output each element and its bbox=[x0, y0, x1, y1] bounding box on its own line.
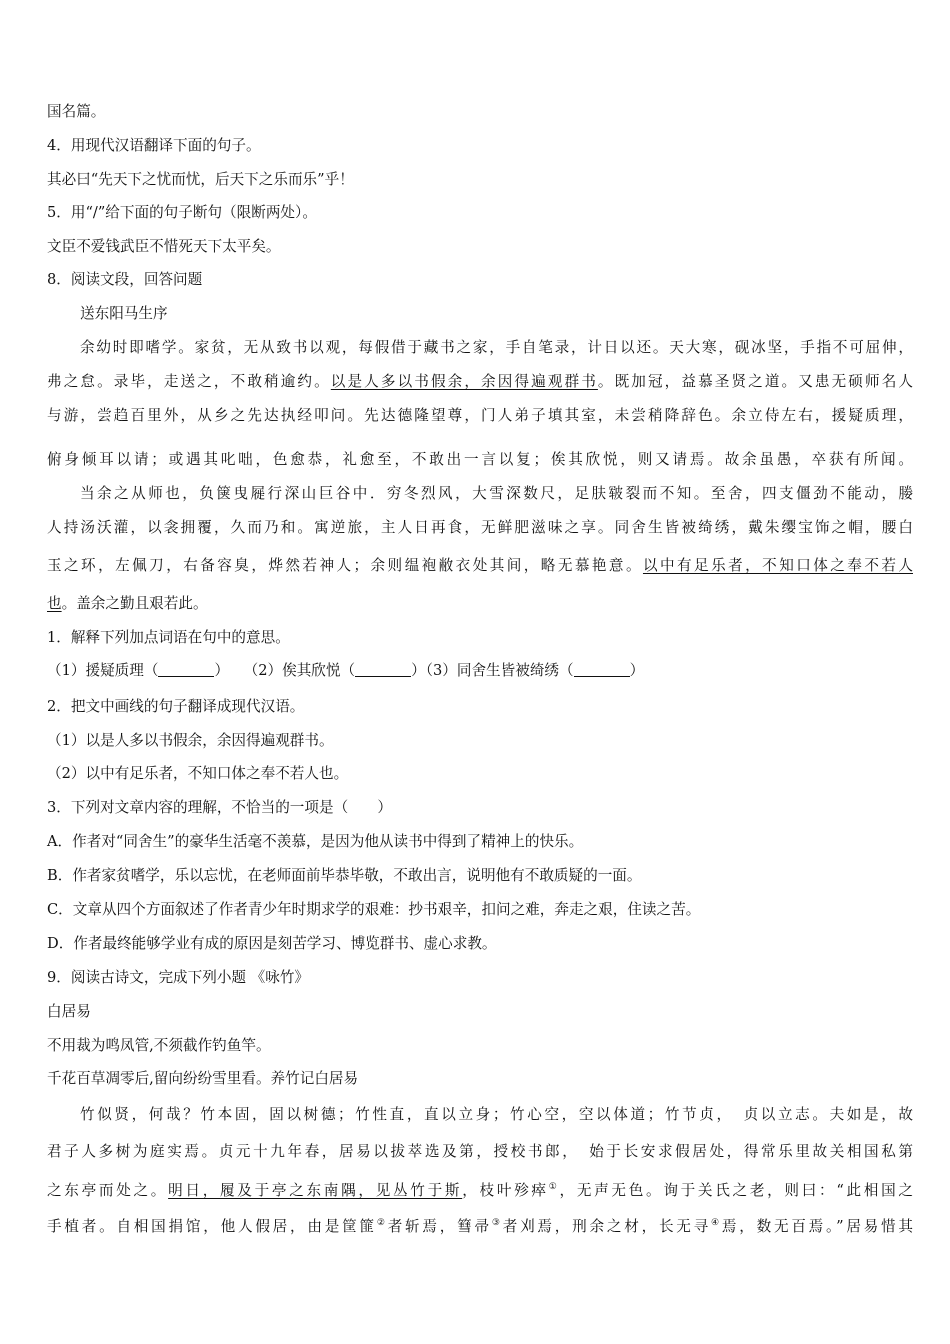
text-line: （2）以中有足乐者，不知口体之奉不若人也。 bbox=[47, 765, 349, 782]
question-9: 9．阅读古诗文，完成下列小题 《咏竹》 bbox=[47, 969, 310, 986]
question-5: 5．用“/”给下面的句子断句（限断两处）。 bbox=[47, 204, 317, 221]
poem-line: 不用裁为鸣凤管,不须截作钓鱼竿。 bbox=[47, 1037, 271, 1054]
poem-author: 白居易 bbox=[47, 1003, 91, 1020]
footnote-marker: ② bbox=[376, 1218, 388, 1228]
answer-blank[interactable] bbox=[158, 662, 214, 677]
text-line: 国名篇。 bbox=[47, 103, 106, 120]
option-d: D．作者最终能够学业有成的原因是刻苦学习、博览群书、虚心求教。 bbox=[47, 935, 497, 952]
underlined-sentence: 以是人多以书假余，余因得遍观群书 bbox=[330, 373, 598, 390]
passage-title: 送东阳马生序 bbox=[80, 305, 168, 322]
passage-line: 君子人多树为庭实焉。贞元十九年春，居易以拔萃选及第，授校书郎， 始于长安求假居处，得常乐里故关相国私第 bbox=[47, 1143, 913, 1160]
passage-line: 弗之怠。录毕，走送之，不敢稍逾约。以是人多以书假余，余因得遍观群书。既加冠，益慕圣贤之道。又患无硕师名人 bbox=[47, 373, 913, 390]
question-4: 4．用现代汉语翻译下面的句子。 bbox=[47, 137, 261, 154]
underlined-sentence: 以中有足乐者，不知口体之奉不若人 bbox=[642, 557, 913, 574]
option-a: A．作者对“同舍生”的豪华生活毫不羡慕，是因为他从读书中得到了精神上的快乐。 bbox=[47, 833, 584, 850]
sub-question-1: 1．解释下列加点词语在句中的意思。 bbox=[47, 629, 290, 646]
passage-line: 竹似贤，何哉？竹本固，固以树德；竹性直，直以立身；竹心空，空以体道；竹节贞， 贞以立志。夫如是，故 bbox=[80, 1106, 913, 1123]
text-line: 文臣不爱钱武臣不惜死天下太平矣。 bbox=[47, 238, 281, 255]
underlined-sentence: 也 bbox=[47, 595, 62, 612]
passage-line: 手植者。自相国捐馆，他人假居，由是筐篚②者斩焉，篲帚③者刈焉，刑余之材，长无寻④焉，数无百焉。”居易惜其 bbox=[47, 1218, 913, 1235]
passage-line: 之东亭而处之。明日，履及于亭之东南隅，见丛竹于斯，枝叶殄瘁①，无声无色。询于关氏之老，则曰：“此相国之 bbox=[47, 1182, 913, 1199]
sub-question-2: 2．把文中画线的句子翻译成现代汉语。 bbox=[47, 698, 305, 715]
passage-line: 人持汤沃灌，以衾拥覆，久而乃和。寓逆旅，主人日再食，无鲜肥滋味之享。同舍生皆被绮绣，戴朱缨宝饰之帽，腰白 bbox=[47, 519, 913, 536]
answer-blank[interactable] bbox=[355, 662, 411, 677]
text-line: （1）以是人多以书假余，余因得遍观群书。 bbox=[47, 732, 334, 749]
option-c: C．文章从四个方面叙述了作者青少年时期求学的艰难：抄书艰辛，扣问之难，奔走之艰，住读之苦。 bbox=[47, 901, 701, 918]
question-8: 8．阅读文段，回答问题 bbox=[47, 271, 203, 288]
footnote-marker: ③ bbox=[491, 1218, 503, 1228]
passage-line: 与游，尝趋百里外，从乡之先达执经叩问。先达德隆望尊，门人弟子填其室，未尝稍降辞色。余立侍左右，援疑质理， bbox=[47, 407, 913, 424]
passage-line: 玉之环，左佩刀，右备容臭，烨然若神人；余则缊袍敝衣处其间，略无慕艳意。以中有足乐者，不知口体之奉不若人 bbox=[47, 557, 913, 574]
passage-line: 俯身倾耳以请；或遇其叱咄，色愈恭，礼愈至，不敢出一言以复；俟其欣悦，则又请焉。故余虽愚，卒获有所闻。 bbox=[47, 451, 913, 468]
passage-line: 余幼时即嗜学。家贫，无从致书以观，每假借于藏书之家，手自笔录，计日以还。天大寒，砚冰坚，手指不可屈伸， bbox=[80, 339, 913, 356]
answer-blank[interactable] bbox=[574, 662, 630, 677]
footnote-marker: ④ bbox=[711, 1218, 722, 1228]
footnote-marker: ① bbox=[548, 1182, 560, 1192]
passage-line: 当余之从师也，负箧曳屣行深山巨谷中．穷冬烈风，大雪深数尺，足肤皲裂而不知。至舍，四支僵劲不能动，媵 bbox=[80, 485, 913, 502]
underlined-sentence: 明日，履及于亭之东南隅，见丛竹于斯 bbox=[168, 1182, 463, 1199]
passage-line: 也。盖余之勤且艰若此。 bbox=[47, 595, 208, 612]
option-b: B．作者家贫嗜学，乐以忘忧，在老师面前毕恭毕敬，不敢出言，说明他有不敢质疑的一面。 bbox=[47, 867, 642, 884]
poem-line: 千花百草凋零后,留向纷纷雪里看。养竹记白居易 bbox=[47, 1070, 359, 1087]
sub-question-3: 3．下列对文章内容的理解，不恰当的一项是（ ） bbox=[47, 799, 392, 816]
text-line: 其必曰“先天下之忧而忧，后天下之乐而乐”乎！ bbox=[47, 171, 354, 188]
fill-blank-line: （1）援疑质理（ ） （2）俟其欣悦（ ）（3）同舍生皆被绮绣（ ） bbox=[47, 662, 645, 679]
